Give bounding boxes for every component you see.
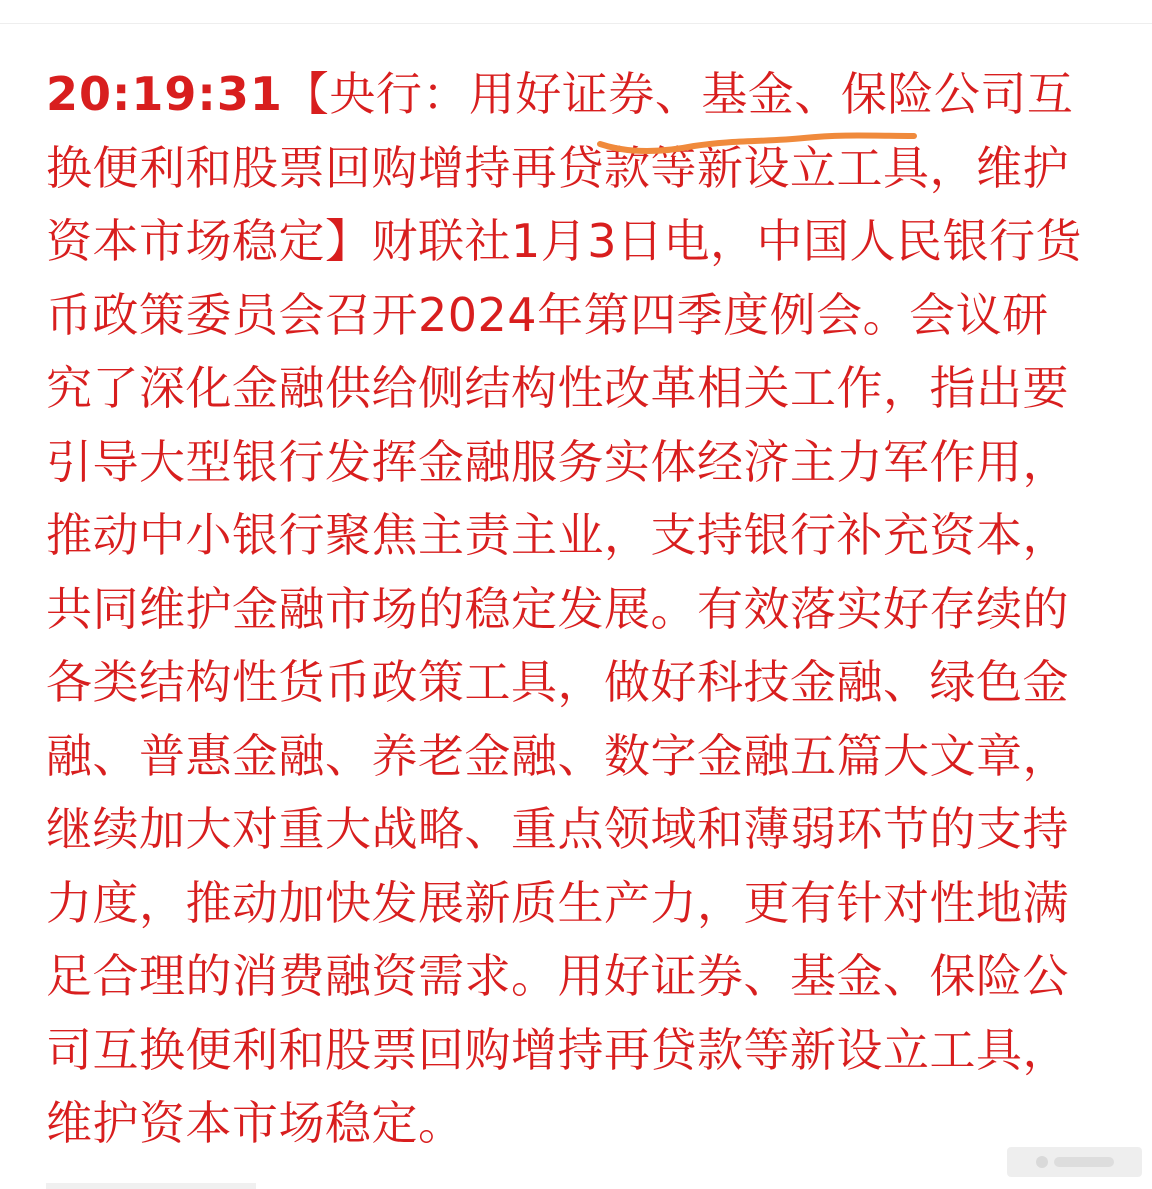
- bottom-strip: [46, 1183, 256, 1189]
- article-line-6: 引导大型银行发挥金融服务实体经济主力军作用，: [46, 434, 1069, 489]
- headline-start: 【央行：用好证券、基金、保险公司互: [282, 67, 1074, 121]
- article-line-4: 币政策委员会召开2024年第四季度例会。会议研: [46, 287, 1049, 342]
- article-line-7: 推动中小银行聚焦主责主业，支持银行补充资本，: [46, 508, 1069, 562]
- top-divider: [0, 23, 1152, 24]
- news-article: [46, 58, 1116, 1161]
- watermark-logo-icon: [1036, 1156, 1048, 1168]
- article-line-8: 共同维护金融市场的稳定发展。有效落实好存续的: [46, 581, 1069, 636]
- article-line-14: 司互换便利和股票回购增持再贷款等新设立工具，: [46, 1022, 1069, 1077]
- article-line-5: 究了深化金融供给侧结构性改革相关工作，指出要: [46, 361, 1069, 415]
- watermark-text-placeholder: [1054, 1157, 1114, 1167]
- article-line-12: 力度，推动加快发展新质生产力，更有针对性地满: [46, 875, 1069, 930]
- article-line-13: 足合理的消费融资需求。用好证券、基金、保险公: [46, 949, 1069, 1003]
- article-line-10: 融、普惠金融、养老金融、数字金融五篇大文章，: [46, 728, 1069, 783]
- article-line-3: 资本市场稳定】财联社1月3日电，中国人民银行货: [46, 214, 1083, 268]
- article-line-2: 换便利和股票回购增持再贷款等新设立工具，维护: [46, 140, 1069, 195]
- article-line-1: [46, 58, 1116, 132]
- article-line-15: 维护资本市场稳定。: [46, 1096, 465, 1150]
- article-line-11: 继续加大对重大战略、重点领域和薄弱环节的支持: [46, 802, 1069, 856]
- timestamp: 20:19:31: [46, 67, 283, 121]
- watermark-badge: [1007, 1147, 1142, 1177]
- article-line-9: 各类结构性货币政策工具，做好科技金融、绿色金: [46, 655, 1069, 709]
